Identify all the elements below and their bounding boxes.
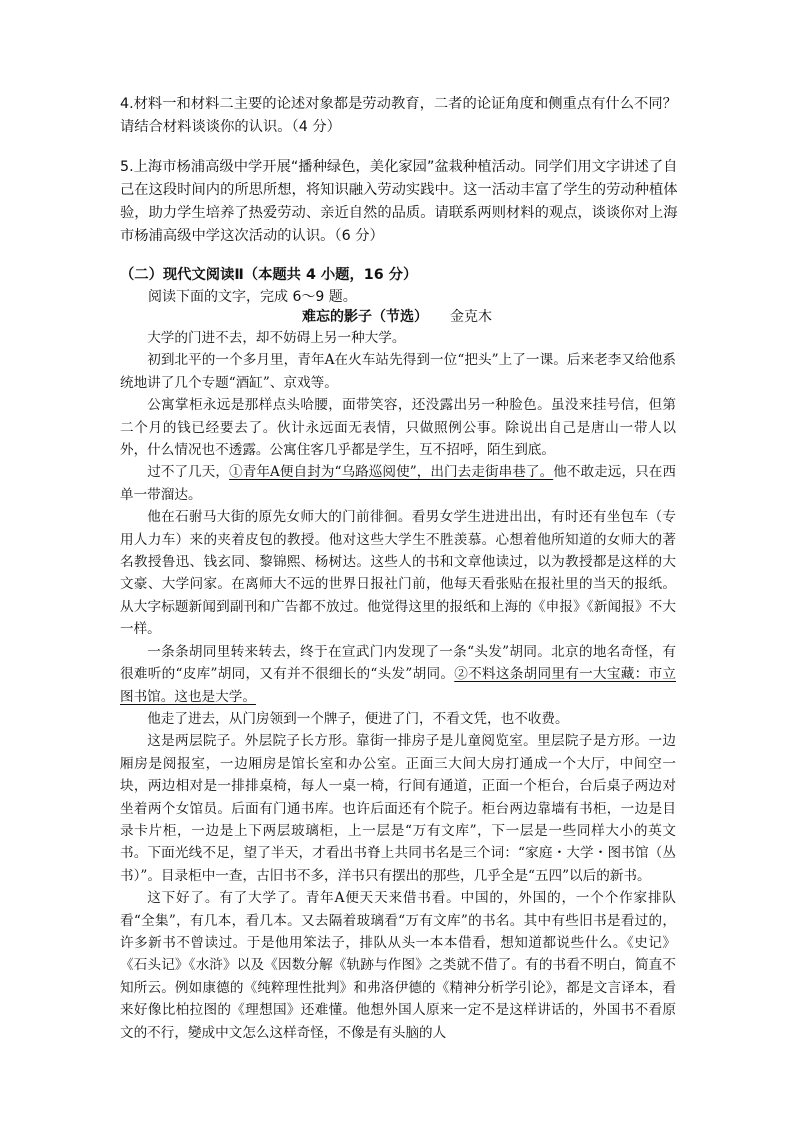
section-heading: （二）现代文阅读Ⅱ（本题共 4 小题，16 分） xyxy=(120,267,418,283)
paragraph: 这下好了。有了大学了。青年A便天天来借书看。中国的，外国的，一个个作家排队看“全集”，有几本，看几本。又去隔着玻璃看“万有文库”的书名。其中有些旧书是看过的，许多新书不曾读过。于是他用笨法子，排队从头一本本借看，想知道都说些什么。《史记》《石头记》《水浒》以及《因数分解《轨跡与作图》之类就不借了。有的书看不明白，简直不知所云。例如康德的《纯粹理性批判》和弗洛伊德的《精神分析学引论》，都是文言译本，看来好像比柏拉图的《理想国》还难懂。他想外国人原来一定不是这样讲话的，外国书不看原文的不行，變成中文怎么这样奇怪，不像是有头脑的人 xyxy=(120,890,676,1041)
question-4-text: 4.材料一和材料二主要的论述对象都是劳动教育，二者的论证角度和侧重点有什么不同？请结合材料谈谈你的认识。（4 分） xyxy=(120,96,677,135)
question-5 xyxy=(120,156,680,248)
passage-title: 难忘的影子（节选） xyxy=(302,309,428,325)
paragraph: 他走了进去，从门房领到一个牌子，便进了门，不看文凭，也不收费。 xyxy=(147,710,569,727)
paragraph: 他在石驸马大街的原先女师大的门前徘徊。看男女学生进进出出，有时还有坐包车（专用人力车）来的夹着皮包的教授。他对这些大学生不胜羡慕。心想着他所知道的女师大的著名教授鲁迅、钱玄同、黎锦熙、杨树达。这些人的书和文章他读过，以为教授都是这样的大文豪、大学问家。在离师大不远的世界日报社门前，他每天看张贴在报社里的当天的报纸。从大字标题新闻到副刊和广告都不放过。他觉得这里的报纸和上海的《申报》《新闻报》不大一样。 xyxy=(120,509,676,638)
underlined-sentence-2: ②不料这条胡同里有一大宝藏：市立图书馆。这也是大学。 xyxy=(120,666,677,705)
paragraph: 初到北平的一个多月里，青年A在火车站先得到一位“把头”上了一课。后来老李又给他系统地讲了几个专题“酒缸”、京戏等。 xyxy=(120,352,676,391)
underlined-sentence-1: ①青年A便自封为“乌路巡阅使”，出门去走街串巷了。 xyxy=(229,464,554,481)
passage-title-line xyxy=(0,306,794,326)
paragraph: 公寓掌柜永远是那样点头哈腰，面带笑容，还没露出另一种脸色。虽没来挂号信，但第二个月的钱已经要去了。伙计永远面无表情，只做照例公事。除说出自己是唐山一带人以外，什么情况也不透露。公寓住客几乎都是学生，互不招呼，陌生到底。 xyxy=(120,397,676,459)
paragraph: 大学的门进不去，却不妨碍上另一种大学。 xyxy=(147,330,406,346)
paragraph: 一条条胡同里转来转去，终于在宣武门内发现了一条“头发”胡同。北京的地名奇怪，有很难听的“皮库”胡同，又有并不很细长的“头发”胡同。②不料这条胡同里有一大宝藏：市立图书馆。这也是大学。 xyxy=(120,643,677,705)
paragraph: 这是两层院子。外层院子长方形。靠街一排房子是儿童阅览室。里层院子是方形。一边厢房是阅报室，一边厢房是馆长室和办公室。正面三大间大房打通成一个大厅，中间空一块，两边相对是一排排桌椅，每人一桌一椅，行间有通道，正面一个柜台，台后桌子两边对坐着两个女馆员。后面有门通书库。也许后面还有个院子。柜台两边靠墙有书柜，一边是目录卡片柜，一边是上下两层玻璃柜，上一层是“万有文库”，下一层是一些同样大小的英文书。下面光线不足，望了半天，才看出书脊上共同书名是三个词：“家庭・大学・图书馆（丛书）”。目录柜中一查，古旧书不多，洋书只有摆出的那些，几乎全是“五四”以后的新书。 xyxy=(120,733,676,884)
paragraph: 过不了几天，①青年A便自封为“乌路巡阅使”，出门去走街串巷了。他不敢走远，只在西单一带溜达。 xyxy=(120,464,676,503)
question-5-text: 5.上海市杨浦高级中学开展“播种绿色，美化家园”盆栽种植活动。同学们用文字讲述了自己在这段时间内的所思所想，将知识融入劳动实践中。这一活动丰富了学生的劳动种植体验，助力学生培养了热爱劳动、亲近自然的品质。请联系两则材料的观点，谈谈你对上海市杨浦高级中学这次活动的认识。（6 分） xyxy=(120,159,678,244)
section-intro: 阅读下面的文字，完成 6～9 题。 xyxy=(148,289,357,305)
question-4 xyxy=(120,93,680,139)
passage-body xyxy=(120,327,676,1044)
passage-author: 金克木 xyxy=(450,309,492,325)
